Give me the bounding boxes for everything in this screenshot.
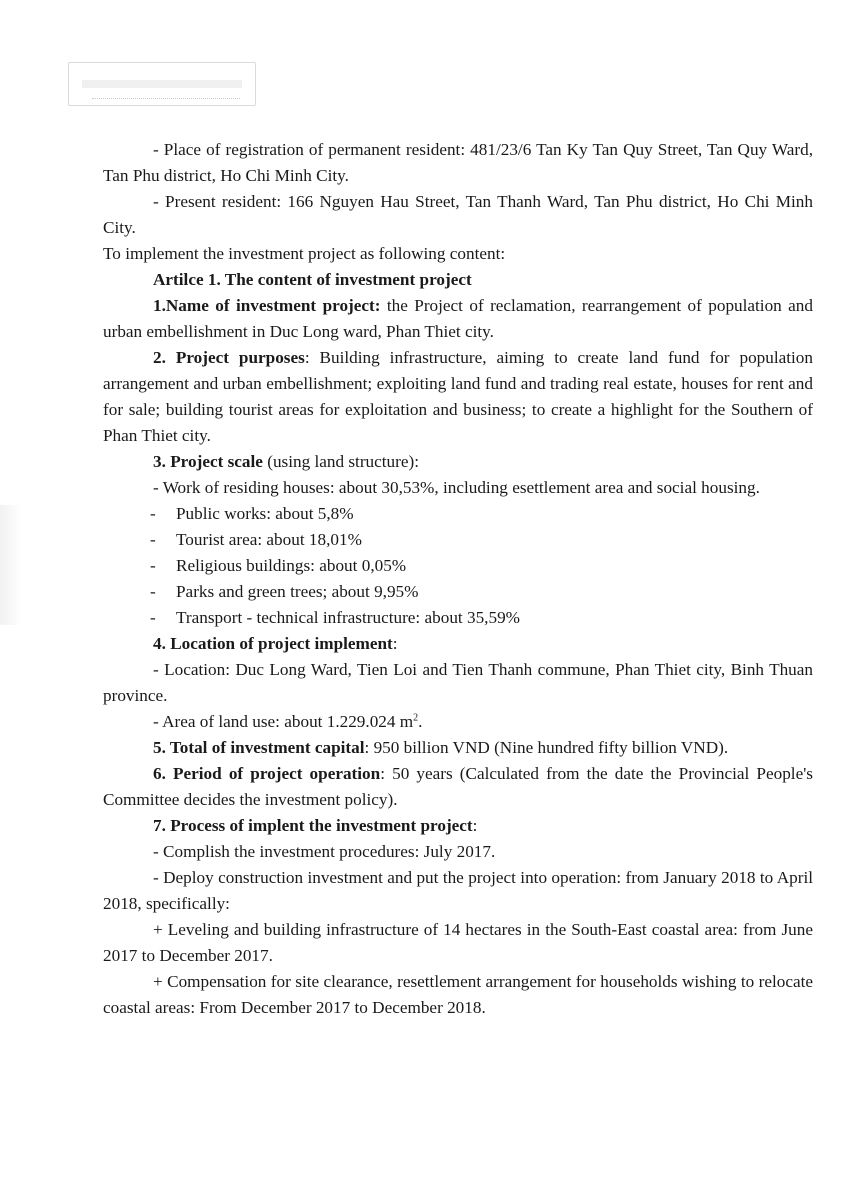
implementation-process — [103, 813, 813, 839]
present-resident: - Present resident: 166 Nguyen Hau Street, Tan Thanh Ward, Tan Phu district, Ho Chi Minh City. — [103, 192, 813, 237]
project-location-colon: : — [392, 634, 398, 653]
scale-bullet-text: Parks and green trees; about 9,95% — [176, 582, 419, 601]
project-scale-text: (using land structure): — [262, 452, 420, 471]
intro-line: To implement the investment project as following content: — [103, 244, 506, 263]
scale-bullet-text: Public works: about 5,8% — [176, 504, 354, 523]
operation-period-text: : 50 years (Calculated from the date the Provincial People's Committee decides the investment policy). — [103, 764, 813, 809]
scale-bullet: - Tourist area: about 18,01% — [150, 530, 362, 549]
scale-bullet: - Religious buildings: about 0,05% — [150, 556, 407, 575]
residing-houses: - Work of residing houses: about 30,53%, including esettlement area and social housing. — [153, 478, 760, 497]
operation-period — [103, 761, 813, 813]
project-scale-label: 3. Project scale — [153, 452, 263, 471]
project-name-label: 1.Name of investment project: — [153, 296, 381, 315]
implementation-process-colon: : — [472, 816, 478, 835]
project-purposes-label: 2. Project purposes — [153, 348, 305, 367]
project-purposes — [103, 345, 813, 449]
land-area-text: - Area of land use: about 1.229.024 m — [153, 712, 414, 731]
project-name-text: the Project of reclamation, rearrangement of population and urban embellishment in Duc Long ward, Phan Thiet city. — [103, 296, 813, 341]
project-purposes-text: : Building infrastructure, aiming to create land fund for population arrangement and urban embellishment; exploiting land fund and trading real estate, houses for rent and for sale; building tourist areas for exploitation and business; to create a highlight for the Southern of Phan Thiet city. — [103, 348, 813, 445]
investment-capital-text: : 950 billion VND (Nine hundred fifty billion VND). — [364, 738, 729, 757]
implementation-process-label: 7. Process of implent the investment project — [153, 816, 473, 835]
operation-period-label: 6. Period of project operation — [153, 764, 381, 783]
land-area-end: . — [418, 712, 423, 731]
location-detail: - Location: Duc Long Ward, Tien Loi and Tien Thanh commune, Phan Thiet city, Binh Thuan province. — [103, 660, 813, 705]
scale-bullet-text: Tourist area: about 18,01% — [176, 530, 362, 549]
process-line: + Compensation for site clearance, resettlement arrangement for households wishing to relocate coastal areas: From December 2017 to December 2018. — [103, 972, 813, 1017]
faded-stamp-underline — [92, 98, 240, 101]
project-name — [103, 293, 813, 345]
land-area-unit-sup: 2 — [413, 712, 419, 724]
scale-bullet-text: Transport - technical infrastructure: about 35,59% — [176, 608, 520, 627]
scale-bullet-text: Religious buildings: about 0,05% — [176, 556, 407, 575]
project-location — [103, 631, 813, 657]
process-line: + Leveling and building infrastructure of 14 hectares in the South-East coastal area: from June 2017 to December 2017. — [103, 920, 813, 965]
faded-stamp-text — [82, 80, 242, 88]
margin-seal-fragment — [0, 505, 22, 625]
permanent-resident: - Place of registration of permanent resident: 481/23/6 Tan Ky Tan Quy Street, Tan Quy Ward, Tan Phu district, Ho Chi Minh City. — [103, 140, 813, 185]
land-area — [103, 709, 813, 735]
scale-bullet: - Transport - technical infrastructure: about 35,59% — [150, 608, 520, 627]
process-line: - Deploy construction investment and put the project into operation: from January 2018 to April 2018, specifically: — [103, 868, 813, 913]
scale-bullet: - Parks and green trees; about 9,95% — [150, 582, 419, 601]
scale-bullet: - Public works: about 5,8% — [150, 504, 354, 523]
document-body — [103, 137, 813, 1021]
article-1-heading: Artilce 1. The content of investment project — [153, 270, 472, 289]
project-location-label: 4. Location of project implement — [153, 634, 393, 653]
project-scale — [103, 449, 813, 475]
investment-capital-label: 5. Total of investment capital — [153, 738, 365, 757]
investment-capital — [103, 735, 813, 761]
process-line: - Complish the investment procedures: July 2017. — [153, 842, 496, 861]
